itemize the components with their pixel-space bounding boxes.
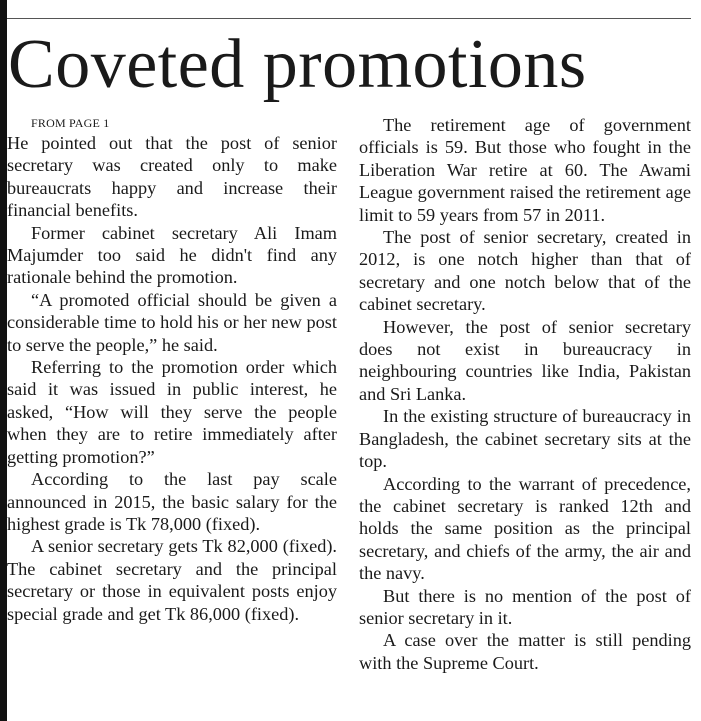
paragraph: However, the post of senior secretary does not exist in bureaucracy in neighbouring countries like India, Pakistan and Sri Lanka. — [359, 316, 691, 404]
headline: Coveted promotions — [8, 26, 587, 103]
left-edge-bar — [0, 0, 7, 721]
paragraph: According to the last pay scale announced in 2015, the basic salary for the highest grade is Tk 78,000 (fixed). — [7, 469, 337, 534]
paragraph: But there is no mention of the post of senior secretary in it. — [359, 585, 691, 628]
paragraph: Former cabinet secretary Ali Imam Majumder too said he didn't find any rationale behind the promotion. — [7, 222, 337, 288]
paragraph: The retirement age of government officials is 59. But those who fought in the Liberation War retire at 60. The Awami League government raised the retirement age limit to 59 years from 57 in 2011. — [359, 115, 691, 225]
paragraph: Referring to the promotion order which said it was issued in public interest, he asked, “How will they serve the people when they are to retire immediately after getting promotion?” — [7, 357, 337, 467]
top-rule — [7, 18, 691, 19]
paragraph: The post of senior secretary, created in 2012, is one notch higher than that of secretary and one notch below that of the cabinet secretary. — [359, 227, 691, 315]
paragraph: According to the warrant of precedence, the cabinet secretary is ranked 12th and holds the same position as the principal secretary, and chiefs of the army, the air and the navy. — [359, 473, 691, 584]
paragraph: In the existing structure of bureaucracy in Bangladesh, the cabinet secretary sits at the top. — [359, 406, 691, 472]
paragraph: A case over the matter is still pending with the Supreme Court. — [359, 630, 691, 673]
kicker: FROM PAGE 1 — [31, 116, 110, 130]
paragraph: He pointed out that the post of senior secretary was created only to make bureaucrats happy and increase their financial benefits. — [7, 133, 337, 221]
left-column — [7, 114, 337, 625]
paragraph: “A promoted official should be given a considerable time to hold his or her new post to serve the people,” he said. — [7, 289, 337, 355]
paragraph: A senior secretary gets Tk 82,000 (fixed). The cabinet secretary and the principal secretary or those in equivalent posts enjoy special grade and get Tk 86,000 (fixed). — [7, 536, 337, 624]
right-column — [359, 114, 691, 674]
